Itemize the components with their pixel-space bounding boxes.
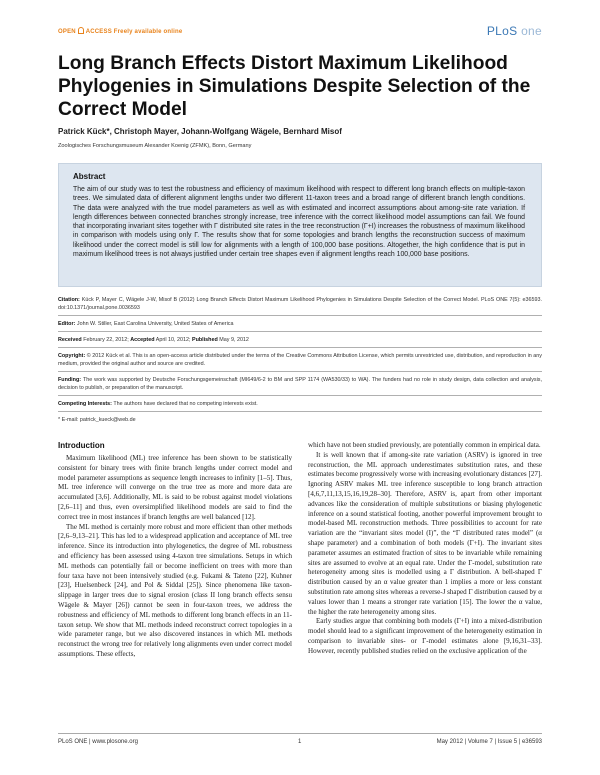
meta-divider <box>58 347 542 348</box>
body-paragraph: It is well known that if among-site rate variation (ASRV) is ignored in tree reconstruction, the ML approach underestimates substitution rates, and these estimates become progressively worse with increasing evolutionary distances [27]. Ignoring ASRV makes ML tree inference susceptible to long branch attraction [4,6,7,11,13,15,16,19,28–30]. Therefore, ASRV is, apart from other important advances like the consideration of multiple substitutions or biasing phylogenetic inference on a sound statistical footing, another powerful improvement brought to model-based ML reconstruction methods. Three possibilities to account for rate variation are the “invariant sites model (I)”, the “Γ distributed rates model” (α shape parameter) and a combination of both models (Γ+I). The invariant sites parameter assumes an estimated fraction of sites to be invariable while remaining sites are assumed to evolve at an equal rate. Under the Γ-model, substitution rate heterogeneity among sites is modelled using a Γ distribution. A bell-shaped Γ distribution caused by an α value greater than 1 implies a more or less constant substitution rate among sites whereas a reverse-J shaped Γ distribution caused by α values lower than 1 means a stronger rate variation [15]. The lower the α value, the higher the rate heterogeneity among sites. <box>308 450 542 616</box>
open-label: OPEN <box>58 29 76 35</box>
introduction-heading: Introduction <box>58 441 105 450</box>
journal-logo-name: PLoS <box>486 24 518 38</box>
footer-issue: May 2012 | Volume 7 | Issue 5 | e36593 <box>436 739 542 745</box>
competing-interests-line <box>58 400 542 408</box>
copyright-line <box>58 352 542 368</box>
meta-divider <box>58 371 542 372</box>
freely-available-label: Freely available online <box>113 29 183 35</box>
footer-journal: PLoS ONE | www.plosone.org <box>58 739 138 745</box>
abstract-heading: Abstract <box>73 172 106 181</box>
access-label: ACCESS <box>85 29 112 35</box>
funding-line <box>58 376 542 392</box>
editor-line <box>58 320 542 328</box>
body-paragraph: The ML method is certainly more robust and more efficient than other methods [2,6–9,13–21]. This has led to a widespread application and acceptance of ML tree inference. Since its introduction into phylogenetics, the degree of ML robustness and efficiency has been assessed using 4-taxon tree simulations. Setups in which ML methods can potentially fail or become inefficient on trees with more than four taxa have not been intensively studied (e.g. Fukami & Tateno [22], Kuhner [23], Huelsenbeck [24], and Pol & Siddal [25]). Since phenomena like taxon-slippage in larger trees due to signal erosion (class II long branch effects sensu Wägele & Mayer [26]) cannot be seen in four-taxon trees, we address the robustness and efficiency of ML methods to different long branch effects in an 11-taxon setup. We show that ML methods indeed reconstruct correct topologies in a wide parameter range, but we also discovered instances in which ML methods reconstruct the wrong tree for relatively long alignments even under correct model assumptions. These effects, <box>58 522 292 658</box>
meta-divider <box>58 331 542 332</box>
accepted-label: Accepted <box>130 337 155 343</box>
body-paragraph: Early studies argue that combining both models (Γ+I) into a mixed-distribution model should lead to a significant improvement of the heterogeneity estimation in comparison to invariable sites- or Γ-model estimates alone [9,16,31–33]. However, recently published studies relied on the exclusive application of the <box>308 617 542 655</box>
received-label: Received <box>58 337 82 343</box>
footer-divider <box>58 733 542 734</box>
meta-divider <box>58 395 542 396</box>
competing-interests-text: The authors have declared that no competing interests exist. <box>113 401 258 407</box>
article-title: Long Branch Effects Distort Maximum Likelihood Phylogenies in Simulations Despite Selection of the Correct Model <box>58 53 531 120</box>
journal-logo-suffix: one <box>521 24 542 38</box>
funding-text: The work was supported by Deutsche Forschungsgemeinschaft (MI649/6-2 to BM and SPP 1174 (WA530/33) to WA). The funders had no role in study design, data collection and analysis, decision to publish, or preparation of the manuscript. <box>58 377 543 391</box>
meta-divider <box>58 411 542 412</box>
citation-line <box>58 296 542 312</box>
editor-text: John W. Stiller, East Carolina University, United States of America <box>76 321 234 327</box>
article-metadata <box>58 296 542 427</box>
corresponding-email: * E-mail: patrick_kueck@web.de <box>58 417 136 423</box>
open-lock-icon <box>78 27 84 34</box>
affiliation: Zoologisches Forschungsmuseum Alexander Koenig (ZFMK), Bonn, Germany <box>58 143 252 149</box>
journal-logo <box>487 24 542 38</box>
dates-line <box>58 336 542 344</box>
funding-label: Funding: <box>58 377 82 383</box>
abstract-text: The aim of our study was to test the robustness and efficiency of maximum likelihood with respect to different long branch effects on multiple-taxon trees. We simulated data of different alignment lengths under two different 11-taxon trees and a broad range of different branch length conditions. The data were analyzed with the true model parameters as well as with estimated and incorrect assumptions about among-site rate variation. If length differences between connected branches strongly increase, tree inference with the correct likelihood model assumptions can fail. We found that incorporating invariant sites together with Γ distributed site rates in the tree reconstruction (Γ+I) increases the robustness of maximum likelihood in comparison with models using only Γ. The results show that for some topologies and branch lengths the reconstruction success of maximum likelihood under the correct model is still low for alignments with a length of 100,000 base positions. Altogether, the high confidence that is put in maximum likelihood trees is not always justified under certain tree shapes even if alignment lengths reach 100,000 base positions. <box>73 186 525 259</box>
body-paragraph: which have not been studied previously, are potentially common in empirical data. <box>308 441 541 449</box>
copyright-label: Copyright: <box>58 353 86 359</box>
open-access-badge <box>58 27 182 35</box>
accepted-date: April 10, 2012; <box>155 337 191 343</box>
competing-interests-label: Competing Interests: <box>58 401 112 407</box>
citation-text: Kück P, Mayer C, Wägele J-W, Misof B (2012) Long Branch Effects Distort Maximum Likelihood Phylogenies in Simulations Despite Selection of the Correct Model. PLoS ONE 7(5): e36593. doi:10.1371/journal.pone.0036593 <box>58 297 542 311</box>
published-label: Published <box>192 337 218 343</box>
body-column-right <box>308 441 542 657</box>
author-list: Patrick Kück*, Christoph Mayer, Johann-Wolfgang Wägele, Bernhard Misof <box>58 127 342 136</box>
page-number: 1 <box>298 739 302 745</box>
page-footer <box>58 738 542 750</box>
published-date: May 9, 2012 <box>219 337 249 343</box>
citation-label: Citation: <box>58 297 80 303</box>
copyright-text: © 2012 Kück et al. This is an open-access article distributed under the terms of the Creative Commons Attribution License, which permits unrestricted use, distribution, and reproduction in any medium, provided the original author and source are credited. <box>58 353 542 367</box>
editor-label: Editor: <box>58 321 76 327</box>
received-date: February 22, 2012; <box>83 337 129 343</box>
meta-divider <box>58 315 542 316</box>
body-column-left <box>58 454 292 660</box>
journal-header <box>58 26 542 40</box>
abstract-box <box>58 163 542 287</box>
body-paragraph: Maximum likelihood (ML) tree inference has been shown to be statistically consistent for binary trees with finite branch lengths under correct model and model parameter assumptions as sequence length increases to infinity [1–5]. Thus, ML tree inference will converge on the true tree as more and more data are accumulated [3,6]. Additionally, ML is said to be robust against model violations [2,6–11] and thus, even oversimplified likelihood models are said to find the correct tree in most instances if branch lengths are well balanced [12]. <box>58 454 292 521</box>
